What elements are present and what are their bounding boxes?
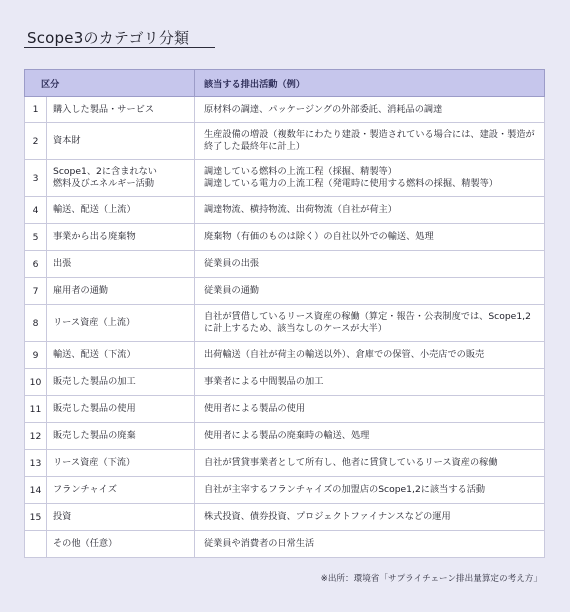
table-row	[25, 396, 545, 423]
table-row	[25, 423, 545, 450]
row-category	[47, 396, 195, 423]
table-row	[25, 531, 545, 558]
source-note: ※出所：環境省「サプライチェーン排出量算定の考え方」	[320, 574, 542, 584]
row-number: 2	[25, 123, 47, 160]
row-example-activity: 自社が賃借しているリース資産の稼働（算定・報告・公表制度では、Scope1,2に計上するため、該当なしのケースが大半）	[195, 305, 545, 342]
row-number: 14	[25, 477, 47, 504]
table-row	[25, 97, 545, 123]
row-example-activity: 株式投資、債券投資、プロジェクトファイナンスなどの運用	[195, 504, 545, 531]
category-line: 販売した製品の廃棄	[53, 430, 136, 441]
row-category	[47, 224, 195, 251]
row-example-activity: 従業員や消費者の日常生活	[195, 531, 545, 558]
category-line: 雇用者の通勤	[53, 285, 109, 296]
row-number: 10	[25, 369, 47, 396]
table-body	[25, 97, 545, 558]
row-example-activity: 調達している燃料の上流工程（採掘、精製等） 調達している電力の上流工程（発電時に使用する燃料の採掘、精製等）	[195, 160, 545, 197]
row-example-activity: 従業員の通勤	[195, 278, 545, 305]
title-underline	[24, 47, 215, 48]
row-example-activity: 出荷輸送（自社が荷主の輸送以外）、倉庫での保管、小売店での販売	[195, 342, 545, 369]
table-row	[25, 342, 545, 369]
scope3-category-table	[24, 69, 545, 558]
row-category	[47, 369, 195, 396]
table-row	[25, 278, 545, 305]
row-number: 8	[25, 305, 47, 342]
row-category	[47, 504, 195, 531]
row-number: 3	[25, 160, 47, 197]
row-example-activity: 廃棄物（有価のものは除く）の自社以外での輸送、処理	[195, 224, 545, 251]
category-line: Scope1、2に含まれない	[53, 166, 157, 177]
category-line: 輸送、配送（上流）	[53, 204, 136, 215]
row-example-activity: 生産設備の増設（複数年にわたり建設・製造されている場合には、建設・製造が終了した最終年に計上）	[195, 123, 545, 160]
table-row	[25, 450, 545, 477]
row-category	[47, 531, 195, 558]
row-category	[47, 123, 195, 160]
row-number	[25, 531, 47, 558]
table-row	[25, 123, 545, 160]
page-title: Scope3のカテゴリ分類	[27, 29, 190, 47]
row-number: 13	[25, 450, 47, 477]
row-category	[47, 477, 195, 504]
row-category	[47, 160, 195, 197]
row-example-activity: 使用者による製品の使用	[195, 396, 545, 423]
row-category	[47, 97, 195, 123]
row-example-activity: 自社が主宰するフランチャイズの加盟店のScope1,2に該当する活動	[195, 477, 545, 504]
category-line: 事業から出る廃棄物	[53, 231, 136, 242]
category-line: 資本財	[53, 135, 81, 146]
row-category	[47, 197, 195, 224]
row-category	[47, 450, 195, 477]
table-row	[25, 224, 545, 251]
table-row	[25, 197, 545, 224]
row-category	[47, 423, 195, 450]
category-line: 購入した製品・サービス	[53, 103, 155, 115]
row-number: 5	[25, 224, 47, 251]
category-line: フランチャイズ	[53, 484, 117, 495]
header-category: 区分	[25, 70, 195, 97]
row-example-activity: 従業員の出張	[195, 251, 545, 278]
category-line: その他（任意）	[53, 538, 118, 549]
category-line: 販売した製品の加工	[53, 376, 136, 387]
table-row	[25, 477, 545, 504]
row-category	[47, 305, 195, 342]
table-row	[25, 305, 545, 342]
table-header-row	[25, 70, 545, 97]
row-number: 7	[25, 278, 47, 305]
row-number: 11	[25, 396, 47, 423]
row-category	[47, 342, 195, 369]
row-number: 12	[25, 423, 47, 450]
table-row	[25, 160, 545, 197]
category-line: 出張	[53, 258, 72, 269]
row-example-activity: 使用者による製品の廃棄時の輸送、処理	[195, 423, 545, 450]
category-line: リース資産（下流）	[53, 457, 136, 468]
category-line: リース資産（上流）	[53, 317, 136, 328]
header-example-activities: 該当する排出活動（例）	[195, 70, 545, 97]
row-category	[47, 251, 195, 278]
table-row	[25, 504, 545, 531]
row-number: 4	[25, 197, 47, 224]
row-category	[47, 278, 195, 305]
category-line: 販売した製品の使用	[53, 403, 136, 414]
category-line: 投資	[53, 511, 72, 522]
category-line: 輸送、配送（下流）	[53, 349, 136, 360]
row-number: 15	[25, 504, 47, 531]
table-row	[25, 369, 545, 396]
category-line: 燃料及びエネルギー活動	[53, 178, 155, 189]
row-example-activity: 原材料の調達、パッケージングの外部委託、消耗品の調達	[195, 97, 545, 123]
row-example-activity: 調達物流、横持物流、出荷物流（自社が荷主）	[195, 197, 545, 224]
row-number: 6	[25, 251, 47, 278]
table-row	[25, 251, 545, 278]
row-example-activity: 事業者による中間製品の加工	[195, 369, 545, 396]
row-example-activity: 自社が賃貸事業者として所有し、他者に賃貸しているリース資産の稼働	[195, 450, 545, 477]
row-number: 9	[25, 342, 47, 369]
row-number: 1	[25, 97, 47, 123]
